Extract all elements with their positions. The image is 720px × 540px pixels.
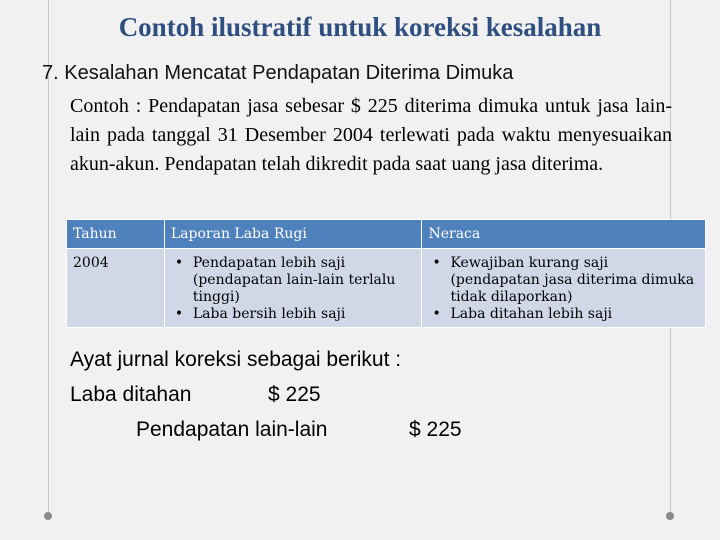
slide-title: Contoh ilustratif untuk koreksi kesalahan (118, 12, 602, 42)
income-effect-item: • Laba bersih lebih saji (171, 306, 416, 323)
frame-right-dot (666, 512, 674, 520)
table-header-row (67, 220, 706, 249)
example-paragraph: Contoh : Pendapatan jasa sebesar $ 225 diterima dimuka untuk jasa lain-lain pada tanggal 31 Desember 2004 terlewati pada waktu menyesuaikan akun-akun. Pendapatan telah dikredit pada saat uang jasa diterima. (70, 95, 672, 175)
journal-intro: Ayat jurnal koreksi sebagai berikut : (70, 348, 402, 371)
income-effect-item: • Pendapatan lebih saji (pendapatan lain-lain terlalu tinggi) (171, 255, 416, 306)
header-neraca: Neraca (422, 220, 706, 249)
section-heading: 7. Kesalahan Mencatat Pendapatan Diterima Dimuka (42, 62, 514, 84)
journal-debit-account: Laba ditahan (70, 383, 192, 406)
cell-income-effects (164, 249, 422, 328)
journal-credit-amount: $ 225 (409, 418, 462, 441)
cell-balance-effects (422, 249, 706, 328)
balance-effect-item: • Laba ditahan lebih saji (428, 306, 699, 323)
header-tahun: Tahun (67, 220, 165, 249)
balance-effect-item: • Kewajiban kurang saji (pendapatan jasa diterima dimuka tidak dilaporkan) (428, 255, 699, 306)
table-row (67, 249, 706, 328)
cell-year: 2004 (67, 249, 165, 328)
effects-table (66, 219, 706, 328)
header-laporan-laba-rugi: Laporan Laba Rugi (164, 220, 422, 249)
frame-left-dot (44, 512, 52, 520)
journal-credit-account: Pendapatan lain-lain (136, 418, 328, 441)
journal-debit-amount: $ 225 (268, 383, 321, 406)
